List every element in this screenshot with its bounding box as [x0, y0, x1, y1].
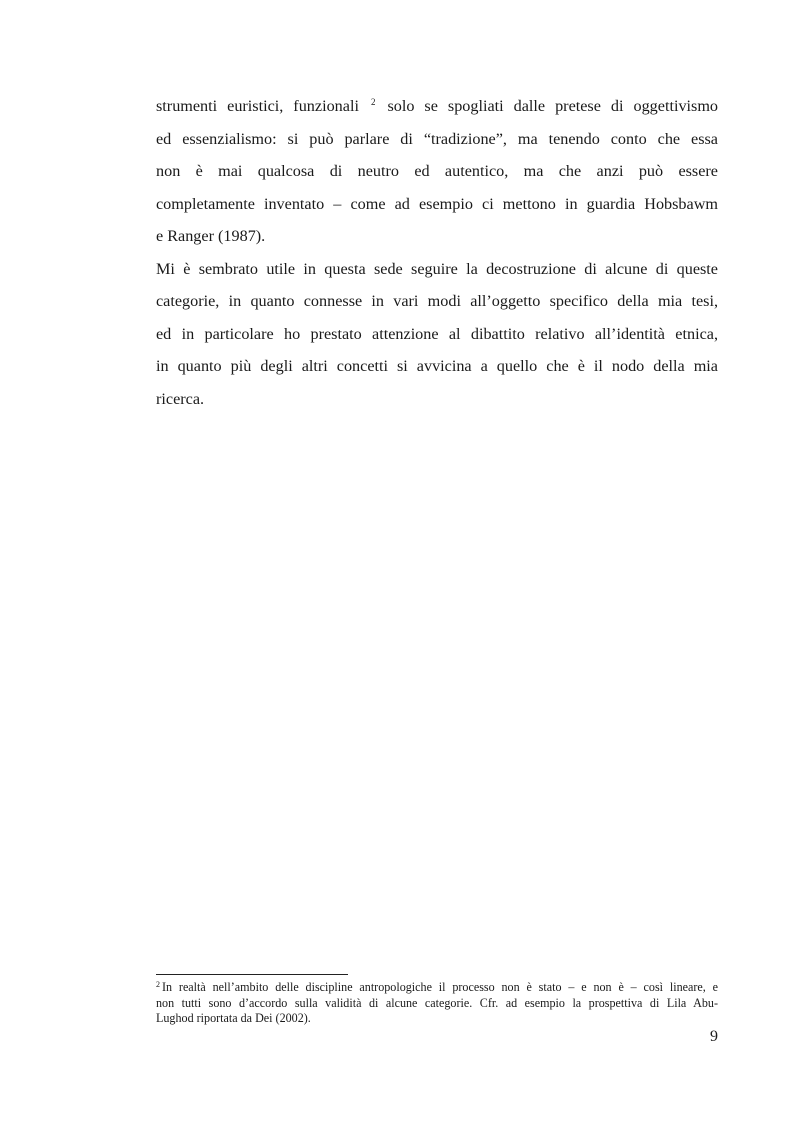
footnote-line-1: $^2$ In realtà nell’ambito delle discipline antropologiche il processo non è stato – e non è – così lineare, e [156, 980, 718, 994]
paragraph-1-line-1: strumenti euristici, funzionali $^2$ solo se spogliati dalle pretese di oggettivismo [156, 97, 719, 115]
paragraph-2-line-1: Mi è sembrato utile in questa sede seguire la decostruzione di alcune di queste [156, 259, 718, 278]
page-number: 9 [710, 1028, 718, 1045]
body-text [156, 90, 718, 415]
footnote-marker: 2 [156, 980, 160, 989]
paragraph-2 [156, 253, 718, 416]
paragraph-1-line-5: e Ranger (1987). [156, 227, 266, 245]
footnote-line-2: non tutti sono d’accordo sulla validità di alcune categorie. Cfr. ad esempio la prospettiva di Lila Abu- [156, 995, 718, 1010]
footnote-line-3: Lughod riportata da Dei (2002). [156, 1011, 311, 1025]
paragraph-1 [156, 90, 718, 253]
paragraph-1-line-3: non è mai qualcosa di neutro ed autentico, ma che anzi può essere [156, 162, 718, 180]
footnote-reference[interactable]: 2 [370, 97, 376, 107]
footnote-separator [156, 974, 348, 975]
paragraph-2-line-3: ed in particolare ho prestato attenzione al dibattito relativo all’identità etnica, [156, 324, 718, 343]
paragraph-2-line-2: categorie, in quanto connesse in vari modi all’oggetto specifico della mia tesi, [156, 292, 718, 310]
paragraph-2-line-5: ricerca. [156, 389, 205, 408]
paragraph-1-line-2: ed essenzialismo: si può parlare di “tradizione”, ma tenendo conto che essa [156, 129, 718, 148]
paragraph-1-line-4: completamente inventato – come ad esempio ci mettono in guardia Hobsbawm [156, 194, 718, 213]
footnote [156, 980, 718, 1027]
paragraph-2-line-4: in quanto più degli altri concetti si avvicina a quello che è il nodo della mia [156, 357, 718, 375]
